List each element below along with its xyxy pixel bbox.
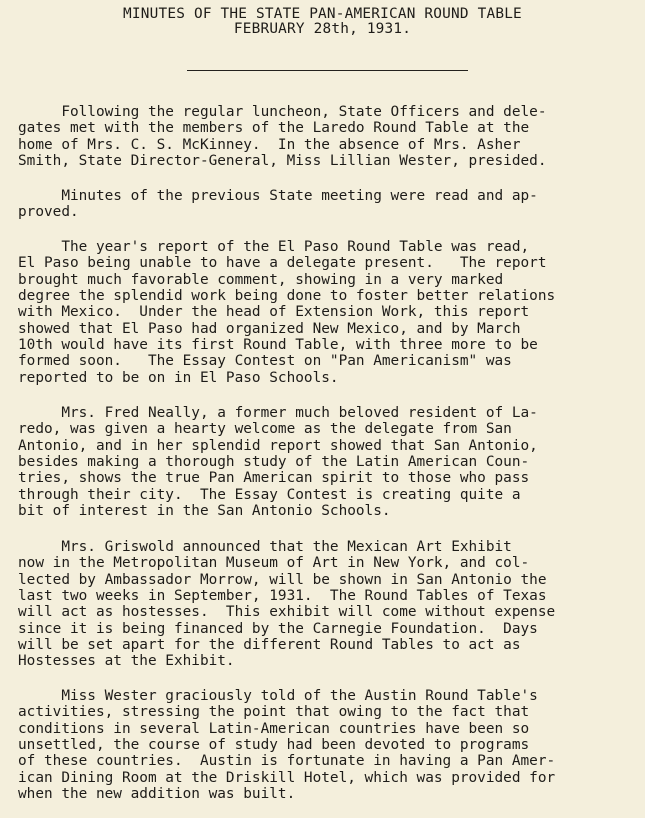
text-line: reported to be on in El Paso Schools.	[18, 369, 339, 386]
text-line: through their city. The Essay Contest is creating quite a	[18, 486, 521, 503]
document-title: MINUTES OF THE STATE PAN-AMERICAN ROUND TABLE	[123, 6, 522, 22]
text-line: formed soon. The Essay Contest on "Pan Americanism" was	[18, 353, 512, 370]
text-line: brought much favorable comment, showing in a very marked	[18, 271, 504, 288]
text-line: The year's report of the El Paso Round Table was read,	[18, 239, 530, 255]
text-line: conditions in several Latin-American countries have been so	[18, 720, 530, 737]
text-line: Hostesses at the Exhibit.	[18, 653, 235, 670]
text-line: Smith, State Director-General, Miss Lillian Wester, presided.	[18, 153, 547, 170]
text-line: will be set apart for the different Round Tables to act as	[18, 637, 521, 654]
text-line: Following the regular luncheon, State Officers and dele-	[18, 104, 547, 120]
paragraph-el-paso-report	[18, 239, 643, 386]
title-underline-divider	[187, 70, 468, 71]
text-line: Mrs. Fred Neally, a former much beloved resident of La-	[18, 405, 538, 421]
text-line: 10th would have its first Round Table, with three more to be	[18, 337, 538, 354]
paragraph-minutes-approved	[18, 188, 643, 221]
paragraph-art-exhibit	[18, 539, 643, 670]
text-line: Mrs. Griswold announced that the Mexican Art Exhibit	[18, 539, 512, 555]
text-line: last two weeks in September, 1931. The Round Tables of Texas	[18, 588, 547, 605]
text-line: gates met with the members of the Laredo Round Table at the	[18, 120, 530, 137]
text-line: degree the splendid work being done to foster better relations	[18, 288, 556, 305]
text-line: home of Mrs. C. S. McKinney. In the absence of Mrs. Asher	[18, 136, 521, 153]
text-line: since it is being financed by the Carnegie Foundation. Days	[18, 620, 538, 637]
document-date: FEBRUARY 28th, 1931.	[233, 21, 412, 37]
text-line: redo, was given a hearty welcome as the delegate from San	[18, 421, 512, 438]
text-line: with Mexico. Under the head of Extension Work, this report	[18, 304, 530, 321]
text-line: unsettled, the course of study had been devoted to programs	[18, 737, 530, 754]
text-line: of these countries. Austin is fortunate in having a Pan Amer-	[18, 753, 556, 770]
text-line: now in the Metropolitan Museum of Art in New York, and col-	[18, 555, 530, 572]
text-line: tries, shows the true Pan American spirit to those who pass	[18, 470, 530, 487]
text-line: Minutes of the previous State meeting were read and ap-	[18, 188, 538, 204]
text-line: besides making a thorough study of the Latin American Coun-	[18, 454, 530, 471]
paragraph-meeting-opening	[18, 104, 643, 169]
text-line: Miss Wester graciously told of the Austin Round Table's	[18, 688, 538, 704]
text-line: proved.	[18, 204, 79, 221]
text-line: activities, stressing the point that owing to the fact that	[18, 704, 530, 721]
text-line: will act as hostesses. This exhibit will come without expense	[18, 604, 556, 621]
paragraph-austin-report	[18, 688, 643, 802]
text-line: Antonio, and in her splendid report showed that San Antonio,	[18, 437, 538, 454]
text-line: when the new addition was built.	[18, 786, 296, 803]
paragraph-san-antonio-report	[18, 405, 643, 519]
text-line: showed that El Paso had organized New Mexico, and by March	[18, 320, 521, 337]
text-line: lected by Ambassador Morrow, will be shown in San Antonio the	[18, 571, 547, 588]
text-line: bit of interest in the San Antonio Schools.	[18, 503, 391, 520]
text-line: ican Dining Room at the Driskill Hotel, which was provided for	[18, 769, 556, 786]
text-line: El Paso being unable to have a delegate present. The report	[18, 255, 547, 272]
